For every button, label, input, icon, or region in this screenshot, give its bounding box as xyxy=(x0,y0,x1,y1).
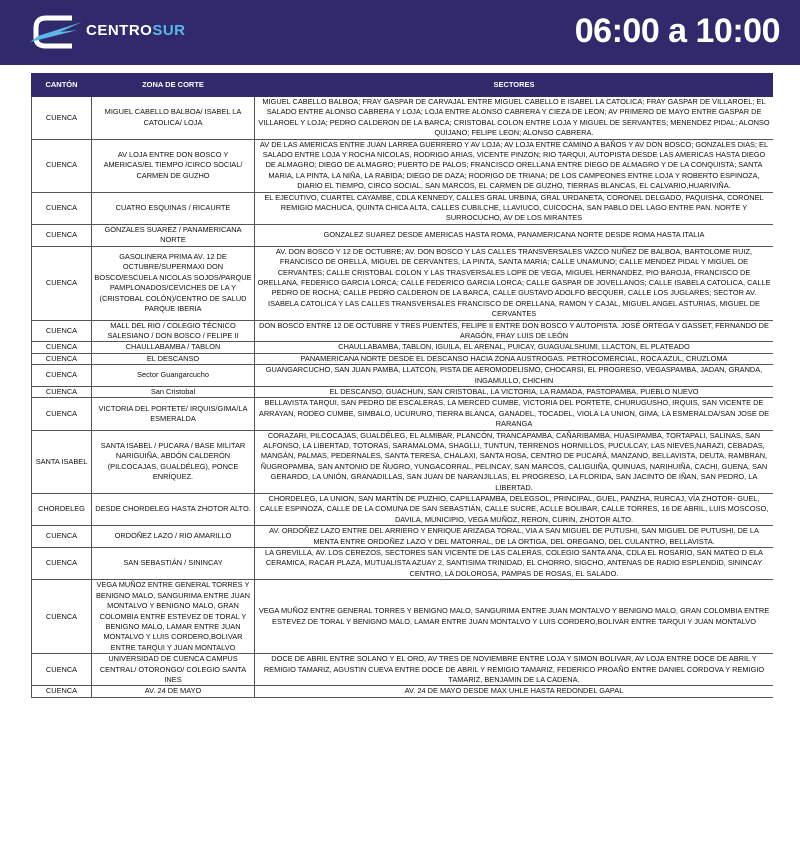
brand-name: CENTROSUR xyxy=(86,22,186,39)
column-header-canton: CANTÓN xyxy=(32,74,92,97)
sectores-cell: CHAULLABAMBA, TABLON, IGUILA, EL ARENAL, PUICAY, GUAGUALSHUMI, LLACTON, EL PLATEADO xyxy=(255,342,774,353)
zona-cell: AV. 24 DE MAYO xyxy=(92,686,255,697)
sectores-cell: EL EJECUTIVO, CUARTEL CAYAMBE, CDLA KENNEDY, CALLES GRAL URBINA, GRAL URDANETA, CORONEL DELGADO, PAQUISHA, CORONEL REMIGIO MACHUCA, QUINTA CHICA ALTA, CALLES CUBILCHE, LLAVIUCO, CUICOCHA, SAN PABLO DEL LAGO ENTRE PAN. NORTE Y SURROCUCHO, AV DE LOS MIRANTES xyxy=(255,192,774,224)
sectores-cell: PANAMERICANA NORTE DESDE EL DESCANSO HACIA ZONA AUSTROGAS. PETROCOMERCIAL, ROCA AZUL, CRUZLOMA xyxy=(255,353,774,364)
zona-cell: ORDOÑEZ LAZO / RIO AMARILLO xyxy=(92,526,255,548)
zona-cell: GONZALES SUAREZ / PANAMERICANA NORTE xyxy=(92,224,255,246)
canton-cell: CUENCA xyxy=(32,342,92,353)
canton-cell: CUENCA xyxy=(32,139,92,192)
canton-cell: CUENCA xyxy=(32,386,92,397)
canton-cell: CUENCA xyxy=(32,526,92,548)
table-row xyxy=(32,686,774,697)
sectores-cell: DOCE DE ABRIL ENTRE SOLANO Y EL ORO, AV TRES DE NOVIEMBRE ENTRE LOJA Y SIMON BOLIVAR, AV LOJA ENTRE DOCE DE ABRIL Y REMIGIO TAMARIZ, AGUSTIN CUEVA ENTRE DOCE DE ABRIL Y REMIGIO TAMARIZ, FEDERICO PROAÑO ENTRE DANIEL CORDOVA Y REMIGIO TAMARIZ, BENJAMIN DE LA CADENA. xyxy=(255,654,774,686)
sectores-cell: VEGA MUÑOZ ENTRE GENERAL TORRES Y BENIGNO MALO, SANGURIMA ENTRE JUAN MONTALVO Y BENIGNO MALO, GRAN COLOMBIA ENTRE ESTEVEZ DE TORAL Y BENIGNO MALO, LAMAR ENTRE JUAN MONTALVO Y LUIS CORDERO,BOLIVAR ENTRE TARQUI Y JUAN MONTALVO xyxy=(255,580,774,654)
sectores-cell: AV. ORDOÑEZ LAZO ENTRE DEL ARRIERO Y ENRIQUE ARIZAGA TORAL, VIA A SAN MIGUEL DE PUTUSHI, SAN MIGUEL DE PUTUSHI, DE LA MENTA ENTRE ORDOÑEZ LAZO Y DEL MATORRAL, DE LA ORTIGA, DEL OREGANO, DEL CULANTRO, BELLAVISTA. xyxy=(255,526,774,548)
sectores-cell: AV DE LAS AMERICAS ENTRE JUAN LARREA GUERRERO Y AV LOJA; AV LOJA ENTRE CAMINO A BAÑOS Y AV DON BOSCO; GONZALES DIAS; EL SALADO ENTRE LOJA Y ROCHA NICOLAS, RODRIGO ARIAS, VICENTE PINZON; RIO TARQUI, AUTOPISTA DESDE LAS AMERICAS HASTA DIEGO DE ALMAGRO; DIEGO DE ALMAGRO; PUERTO DE PALOS; FRANCISCO ORELLANA ENTRE DIEGO DE ALMAGRO Y DE LA CONQUISTA; SANTA MARIA, LA PINTA, LA NIÑA, LA RABIDA; DIEGO DE DAZA; RODRIGO DE TRIANA; DE LOS CAMPEONES ENTRE LOJA Y ROBERTO ESPINOZA, DIARIO EL TIEMPO, CIRCO SOCIAL, SAN MARCOS, EL CARMEN DE GUZHO, TIERRAS BLANCAS, EL CALVARIO,HUARIVIÑA. xyxy=(255,139,774,192)
sectores-cell: GUANGARCUCHO, SAN JUAN PAMBA, LLATCON, PISTA DE AEROMODELISMO, CHOCARSI, EL PROGRESO, VEGASPAMBA, JADAN, GRANDA, INGAMULLO, CHICHIN xyxy=(255,365,774,387)
sectores-cell: AV. 24 DE MAYO DESDE MAX UHLE HASTA REDONDEL GAPAL xyxy=(255,686,774,697)
table-row xyxy=(32,246,774,320)
table-row xyxy=(32,353,774,364)
zona-cell: San Cristobal xyxy=(92,386,255,397)
sectores-cell: CORAZARI, PILCOCAJAS, GUALDÉLEG, EL ALMIBAR, PLANCÓN, TRANCAPAMBA, CAÑARIBAMBA, HUASIPAMBA, TORTAPALI, SALINAS, SAN ALFONSO, LA LIBERTAD, TOTORAS, SARAMALOMA, SHAGLLI, TUNTUN, TERRENOS HORNILLOS, PUCULCAY, LAS NIEVES,NARAZI, CEBADAS, MANGÁN, PALMAS, PEDERNALES, SANTA TERESA, CHALAXI, SANTA ROSA, CENTRO DE PUCARÁ, MANZANO, BELLAVISTA, DEUTA, RAMBRAN, ÑUGROPAMBA, SAN ANTONIO DE ÑUGRO, YUNGACORRAL, PELINCAY, SAN MARCOS, CALIGUIÑA, QUINUAS, NARIHUIÑA, CACHI, GUENA, SAN GERARDO, LA UNIÓN, GRANADILLAS, SAN JUAN DE NARANJILLAS, EL PROGRESO, LA FLORIDA, SAN JACINTO DE IÑAN, SAN PEDRO, LA LIBERTAD. xyxy=(255,430,774,493)
table-row xyxy=(32,96,774,139)
zona-cell: MIGUEL CABELLO BALBOA/ ISABEL LA CATOLICA/ LOJA xyxy=(92,96,255,139)
table-row xyxy=(32,654,774,686)
canton-cell: CUENCA xyxy=(32,398,92,430)
canton-cell: SANTA ISABEL xyxy=(32,430,92,493)
zona-cell: UNIVERSIDAD DE CUENCA CAMPUS CENTRAL/ OTORONGO/ COLEGIO SANTA INES xyxy=(92,654,255,686)
canton-cell: CUENCA xyxy=(32,353,92,364)
canton-cell: CUENCA xyxy=(32,320,92,342)
canton-cell: CUENCA xyxy=(32,224,92,246)
zona-cell: EL DESCANSO xyxy=(92,353,255,364)
zona-cell: MALL DEL RIO / COLEGIO TÉCNICO SALESIANO / DON BOSCO / FELIPE II xyxy=(92,320,255,342)
canton-cell: CUENCA xyxy=(32,246,92,320)
table-row xyxy=(32,342,774,353)
canton-cell: CHORDELEG xyxy=(32,494,92,526)
zona-cell: VICTORIA DEL PORTETE/ IRQUIS/GIMA/LA ESMERALDA xyxy=(92,398,255,430)
table-header-row xyxy=(32,74,774,97)
canton-cell: CUENCA xyxy=(32,192,92,224)
canton-cell: CUENCA xyxy=(32,365,92,387)
sectores-cell: BELLAVISTA TARQUI, SAN PEDRO DE ESCALERAS, LA MERCED CUMBE, VICTORIA DEL PORTETE, CHURUGUSHO, IRQUIS, SAN VICENTE DE ARRAYAN, RODEO CUMBE, SIMBALO, UCURURO, TIERRA BLANCA, GANADEL, TOCADEL, VIOLA LA UNION, GIMA, LA ESMERALDA/SAN JOSE DE RARANGA xyxy=(255,398,774,430)
table-row xyxy=(32,548,774,580)
canton-cell: CUENCA xyxy=(32,580,92,654)
zona-cell: AV LOJA ENTRE DON BOSCO Y AMERICAS/EL TIEMPO /CIRCO SOCIAL/ CARMEN DE GUZHO xyxy=(92,139,255,192)
table-row xyxy=(32,580,774,654)
header-bar xyxy=(0,0,800,65)
table-row xyxy=(32,320,774,342)
table-row xyxy=(32,398,774,430)
column-header-zona: ZONA DE CORTE xyxy=(92,74,255,97)
sectores-cell: AV. DON BOSCO Y 12 DE OCTUBRE; AV. DON BOSCO Y LAS CALLES TRANSVERSALES VAZCO NUÑEZ DE BALBOA, BARTOLOME RUIZ, FRANCISCO DE ORELLA, MIGUEL DE CERVANTES, LA PINTA, SANTA MARIA; CALLE UNAMUNO; CALLE MENDEZ PIDAL Y MIGUEL DE CERVANTES; CALLE CRISTOBAL COLON Y LAS TRASVERSALES LOPE DE VEGA, MIGUEL HERNANDEZ, PIO BAROJA, FRANCISCO DE ORELLANA, FEDERICO GARCIA LORCA; CALLE FEDERICO GARCIA LORCA; CALLE GASPAR DE JOVELLANOS; CALLE ISABELA CATOLICA, CALLE PEDRO DE ROCHA; CALLE PEDRO CALDERON DE LA BARCA, CALLE GUSTAVO ADOLFO BECQUER, CALLE LOS JUGLARES; SECTOR AV. ISABELA CATOLICA Y LAS CALLES TRANSVERSALES FRANCISCO DE ORELLANA, RAMON Y CAJAL, MIGUEL ANGEL ASTURIAS, MIGUEL DE CERVANTES xyxy=(255,246,774,320)
sectores-cell: MIGUEL CABELLO BALBOA; FRAY GASPAR DE CARVAJAL ENTRE MIGUEL CABELLO E ISABEL LA CATOLICA; FRAY GASPAR DE VILLAROEL; EL SALADO ENTRE ALONSO CABRERA Y LOJA; LOJA ENTRE ALONSO CABRERA Y CIEZA DE LEON; AV PRIMERO DE MAYO ENTRE GASPAR DE VILLAROEL Y LOJA; PEDRO CALDERON DE LA BARCA; CRISTOBAL COLON ENTRE LOJA Y MIGUEL DE SERVANTES; MENENDEZ PIDAL; ALONSO QUIJANO; FELIPE LEON; ALONSO CABRERA. xyxy=(255,96,774,139)
table-row xyxy=(32,192,774,224)
table-row xyxy=(32,494,774,526)
outage-table-container xyxy=(31,73,773,863)
table-row xyxy=(32,224,774,246)
zona-cell: Sector Guangarcucho xyxy=(92,365,255,387)
sectores-cell: CHORDELEG, LA UNION, SAN MARTÍN DE PUZHIO, CAPILLAPAMBA, DELEGSOL, PRINCIPAL, GUEL, PANZHA, RURCAJ, VÍA ZHOTOR- GUEL, CALLE ESPINOZA, CALLE DE LA COMUNA DE SAN SEBASTIÁN, CALLE SUCRE, ACLLE BOLIBAR, CALLE TORRES, 16 DE ABRIL, LUIS MOSCOSO, DAVILA, MUNICIPIO, VEGA MUÑOZ, RERON, CURIN, ZHOTOR ALTO. xyxy=(255,494,774,526)
zona-cell: DESDE CHORDELEG HASTA ZHOTOR ALTO. xyxy=(92,494,255,526)
sectores-cell: GONZALEZ SUAREZ DESDE AMERICAS HASTA ROMA, PANAMERICANA NORTE DESDE ROMA HASTA ITALIA xyxy=(255,224,774,246)
canton-cell: CUENCA xyxy=(32,96,92,139)
zona-cell: VEGA MUÑOZ ENTRE GENERAL TORRES Y BENIGNO MALO, SANGURIMA ENTRE JUAN MONTALVO Y BENIGNO MALO, GRAN COLOMBIA ENTRE ESTEVEZ DE TORAL Y BENIGNO MALO, LAMAR ENTRE JUAN MONTALVO Y LUIS CORDERO,BOLIVAR ENTRE TARQUI Y JUAN MONTALVO xyxy=(92,580,255,654)
table-body xyxy=(32,96,774,697)
zona-cell: CUATRO ESQUINAS / RICAURTE xyxy=(92,192,255,224)
table-row xyxy=(32,526,774,548)
sectores-cell: LA GREVILLA, AV. LOS CEREZOS, SECTORES SAN VICENTE DE LAS CALERAS, COLEGIO SANTA ANA, CDLA EL ROSARIO, SAN MATEO D ELA CERAMICA, RACAR PLAZA, MUTUALISTA AZUAY 2, SANTISIMA TRINIDAD, EL CHORRO, SIGCHO, ANTENAS DE RADIO ESPLENDID, SININCAY CENTRO, LA DOLOROSA, PAMPAS DE ROSAS, EL SALADO. xyxy=(255,548,774,580)
outage-table xyxy=(31,73,773,698)
table-row xyxy=(32,430,774,493)
zona-cell: CHAULLABAMBA / TABLON xyxy=(92,342,255,353)
table-row xyxy=(32,139,774,192)
canton-cell: CUENCA xyxy=(32,686,92,697)
zona-cell: GASOLINERA PRIMA AV. 12 DE OCTUBRE/SUPERMAXI DON BOSCO/ESCUELA NICOLAS SOJOS/PARQUE PAMPLONADOS/CEVICHES DE LA Y (CRISTOBAL COLÓN)/CENTRO DE SALUD PARQUE IBERIA xyxy=(92,246,255,320)
time-range: 06:00 a 10:00 xyxy=(574,12,780,50)
zona-cell: SANTA ISABEL / PUCARA / BASE MILITAR NARIGUIÑA, ABDÓN CALDERÓN (PILCOCAJAS, GUALDÉLEG), PONCE ENRÍQUEZ. xyxy=(92,430,255,493)
sectores-cell: DON BOSCO ENTRE 12 DE OCTUBRE Y TRES PUENTES, FELIPE II ENTRE DON BOSCO Y AUTOPISTA. JOSÉ ORTEGA Y GASSET, FERNANDO DE ARAGÓN, FRAY LUIS DE LEÓN xyxy=(255,320,774,342)
canton-cell: CUENCA xyxy=(32,654,92,686)
table-row xyxy=(32,365,774,387)
zona-cell: SAN SEBASTIÁN / SININCAY xyxy=(92,548,255,580)
column-header-sectores: SECTORES xyxy=(255,74,774,97)
sectores-cell: EL DESCANSO, GUACHUN, SAN CRISTOBAL, LA VICTORIA, LA RAMADA, PASTOPAMBA, PUEBLO NUEVO xyxy=(255,386,774,397)
table-row xyxy=(32,386,774,397)
canton-cell: CUENCA xyxy=(32,548,92,580)
